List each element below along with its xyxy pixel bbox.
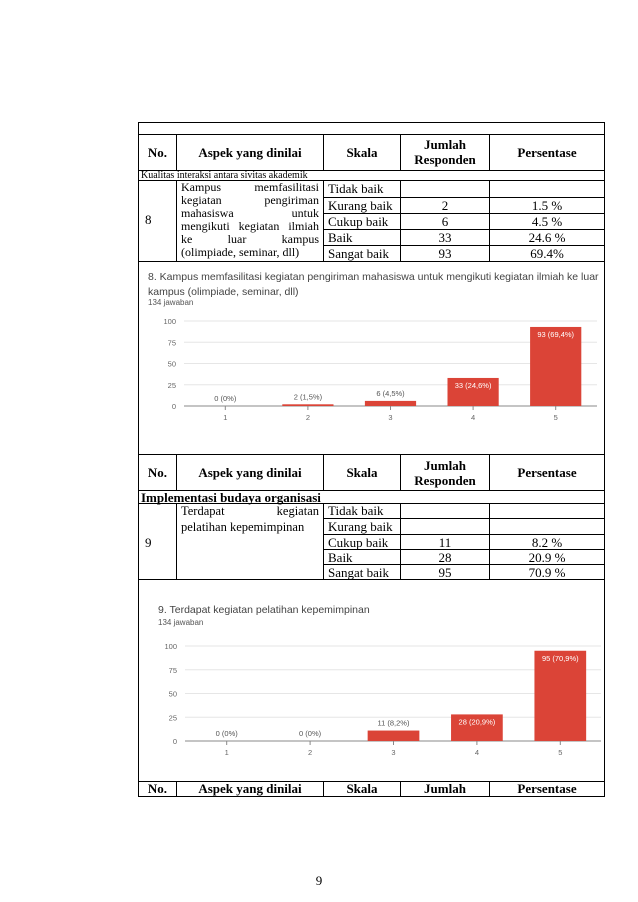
data-label: 33 (24,6%)	[454, 380, 492, 390]
aspect-description	[181, 181, 319, 258]
x-tick-label: 2	[305, 413, 310, 422]
chart-title: 9. Terdapat kegiatan pelatihan kepemimpinan	[158, 604, 370, 616]
header-jumlah	[401, 137, 489, 167]
bar	[368, 731, 420, 741]
chart-8-panel	[141, 262, 601, 452]
skala-cell: Kurang baik	[328, 519, 393, 534]
aspect-line: mahasiswa untuk	[181, 205, 319, 220]
row-line	[138, 454, 605, 455]
y-tick-label: 100	[163, 317, 176, 326]
persen-cell: 4.5 %	[531, 214, 563, 229]
data-label: 95 (70,9%)	[541, 653, 579, 663]
header-no: No.	[147, 781, 168, 796]
jumlah-cell: 33	[438, 230, 452, 245]
data-label: 2 (1,5%)	[293, 392, 323, 402]
skala-cell: Baik	[328, 550, 353, 565]
data-label: 28 (20,9%)	[458, 717, 496, 727]
col-line	[323, 503, 324, 579]
header-no: No.	[147, 145, 168, 160]
x-tick-label: 4	[474, 748, 479, 757]
header-persentase: Persentase	[517, 145, 577, 160]
x-tick-label: 1	[224, 748, 229, 757]
x-tick-label: 3	[388, 413, 393, 422]
header-persentase: Persentase	[517, 781, 577, 796]
aspect-line: (olimpiade, seminar, dll)	[181, 244, 300, 259]
chart-subtitle: 134 jawaban	[148, 298, 194, 307]
bar	[534, 651, 586, 741]
row-number: 8	[145, 212, 152, 227]
header-jumlah-line2: Responden	[414, 152, 476, 167]
col-line	[323, 180, 324, 261]
data-label: 93 (69,4%)	[537, 329, 575, 339]
aspect-description	[181, 503, 319, 535]
chart-title-line: kampus (olimpiade, seminar, dll)	[148, 286, 299, 298]
skala-cell: Tidak baik	[328, 181, 384, 196]
header-jumlah-line2: Responden	[414, 473, 476, 488]
chart-9-panel	[141, 595, 601, 775]
header-aspek: Aspek yang dinilai	[198, 781, 302, 796]
table-border	[138, 122, 605, 123]
persen-cell: 70.9 %	[528, 565, 566, 580]
header-skala: Skala	[346, 465, 378, 480]
bar	[365, 401, 416, 406]
col-line	[176, 180, 177, 261]
persen-cell: 1.5 %	[531, 198, 563, 213]
y-tick-label: 25	[167, 380, 176, 390]
y-tick-label: 50	[168, 689, 177, 699]
aspect-line: Terdapat kegiatan	[181, 504, 319, 518]
persen-cell: 24.6 %	[528, 230, 566, 245]
category-label: Implementasi budaya organisasi	[141, 490, 321, 505]
y-tick-label: 75	[167, 338, 176, 348]
y-tick-label: 0	[171, 402, 176, 411]
table-border	[138, 122, 139, 796]
skala-cell: Tidak baik	[328, 503, 384, 518]
header-jumlah	[401, 458, 489, 488]
persen-cell: 69.4%	[530, 246, 564, 261]
data-label: 0 (0%)	[299, 729, 322, 738]
chart-title	[148, 270, 599, 300]
x-tick-label: 3	[391, 748, 396, 757]
table-border	[604, 122, 605, 796]
y-tick-label: 75	[168, 665, 177, 675]
header-aspek: Aspek yang dinilai	[198, 145, 302, 160]
x-tick-label: 5	[558, 748, 563, 757]
y-tick-label: 50	[167, 359, 176, 369]
col-line	[176, 503, 177, 579]
skala-cell: Cukup baik	[328, 214, 389, 229]
header-jumlah-line1: Jumlah	[424, 458, 466, 473]
y-tick-label: 25	[168, 713, 177, 723]
skala-cell: Sangat baik	[328, 565, 390, 580]
x-tick-label: 2	[308, 748, 313, 757]
aspect-line: kegiatan pengiriman	[181, 192, 319, 207]
aspect-line: mengikuti kegiatan ilmiah	[181, 218, 319, 233]
skala-cell: Baik	[328, 230, 353, 245]
category-label: Kualitas interaksi antara sivitas akademik	[141, 170, 308, 181]
skala-cell: Sangat baik	[328, 246, 390, 261]
jumlah-cell: 28	[438, 550, 452, 565]
skala-cell: Kurang baik	[328, 198, 393, 213]
y-tick-label: 100	[164, 642, 177, 651]
y-tick-label: 0	[172, 737, 177, 746]
header-no: No.	[147, 465, 168, 480]
aspect-line: ke luar kampus	[181, 231, 319, 246]
chart-title-line: 8. Kampus memfasilitasi kegiatan pengiriman mahasiswa untuk mengikuti kegiatan ilmiah ke luar	[148, 271, 599, 283]
header-jumlah: Jumlah	[424, 781, 466, 796]
header-persentase: Persentase	[517, 465, 577, 480]
jumlah-cell: 6	[441, 214, 449, 229]
data-label: 0 (0%)	[214, 394, 237, 403]
header-skala: Skala	[346, 781, 378, 796]
skala-cell: Cukup baik	[328, 535, 389, 550]
header-aspek: Aspek yang dinilai	[198, 465, 302, 480]
data-label: 6 (4,5%)	[376, 388, 405, 398]
chart-8-svg	[141, 312, 601, 432]
jumlah-cell: 93	[438, 246, 452, 261]
chart-9-svg	[141, 635, 601, 760]
aspect-line: Kampus memfasilitasi	[181, 180, 319, 194]
page-number: 9	[315, 873, 323, 888]
bar	[282, 404, 333, 406]
x-tick-label: 4	[471, 413, 476, 422]
jumlah-cell: 2	[441, 198, 449, 213]
x-tick-label: 5	[553, 413, 558, 422]
data-label: 11 (8,2%)	[377, 718, 410, 728]
jumlah-cell: 11	[438, 535, 452, 550]
header-skala: Skala	[346, 145, 378, 160]
header-jumlah-line1: Jumlah	[424, 137, 466, 152]
aspect-line: pelatihan kepemimpinan	[181, 520, 305, 534]
jumlah-cell: 95	[438, 565, 452, 580]
persen-cell: 20.9 %	[528, 550, 566, 565]
x-tick-label: 1	[223, 413, 228, 422]
row-number: 9	[145, 535, 152, 550]
table-border	[138, 134, 605, 135]
chart-subtitle: 134 jawaban	[158, 618, 204, 627]
data-label: 0 (0%)	[215, 729, 238, 738]
persen-cell: 8.2 %	[531, 535, 563, 550]
